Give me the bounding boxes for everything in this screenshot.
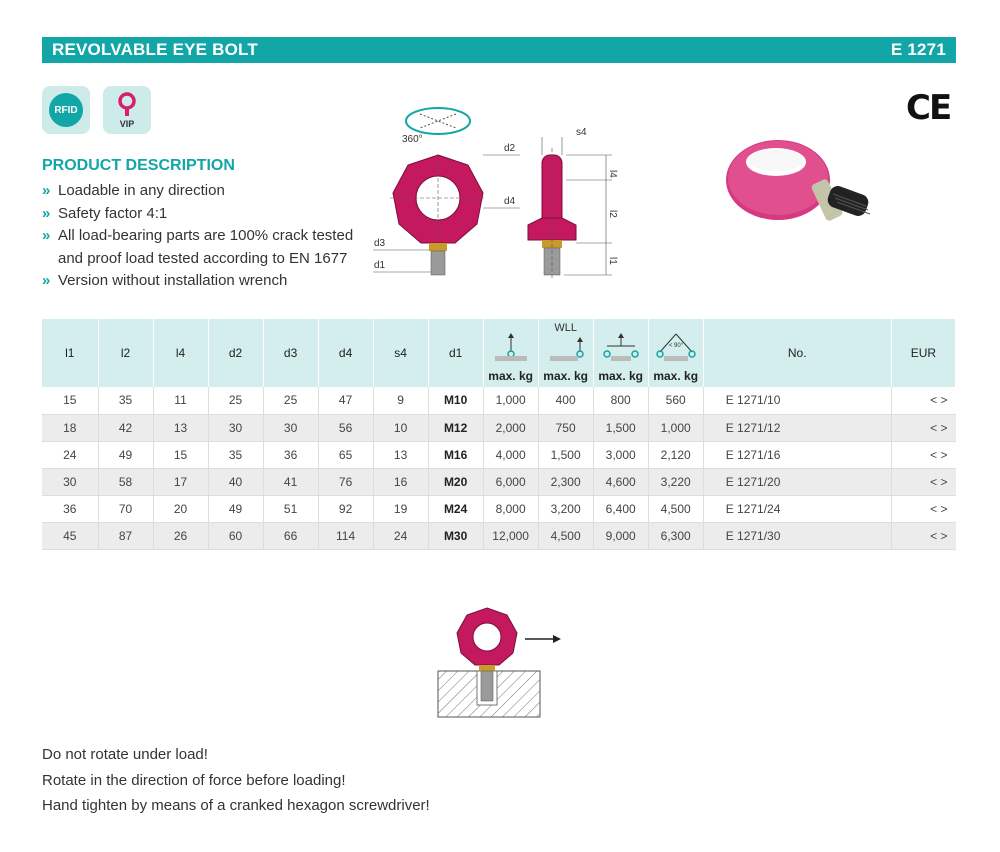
col-header: l1	[42, 319, 98, 387]
table-cell: 1,500	[538, 441, 593, 468]
product-number: E 1271/24	[703, 495, 891, 522]
description-text: Loadable in any direction	[58, 182, 225, 199]
table-cell: 1,000	[483, 387, 538, 414]
table-cell: 36	[263, 441, 318, 468]
description-list	[42, 180, 362, 293]
table-cell: 8,000	[483, 495, 538, 522]
table-cell: 65	[318, 441, 373, 468]
product-number: E 1271/12	[703, 414, 891, 441]
product-number: E 1271/30	[703, 522, 891, 549]
table-cell: 25	[263, 387, 318, 414]
table-cell: 4,500	[538, 522, 593, 549]
wll-unit-label: max. kg	[488, 369, 533, 383]
wll-angle-header	[648, 319, 703, 387]
product-photo	[718, 122, 888, 252]
table-cell: 45	[42, 522, 98, 549]
rfid-icon: RFID	[49, 93, 83, 127]
table-cell: 560	[648, 387, 703, 414]
price-cell: < >	[891, 441, 955, 468]
description-title: PRODUCT DESCRIPTION	[42, 157, 235, 174]
installation-figure	[435, 603, 565, 723]
product-code: E 1271	[890, 40, 946, 59]
bullet-icon: »	[42, 272, 51, 289]
description-text: Version without installation wrench	[58, 272, 288, 289]
col-header: l4	[153, 319, 208, 387]
table-cell: 41	[263, 468, 318, 495]
angle-lift-icon	[654, 332, 698, 362]
table-cell: 24	[42, 441, 98, 468]
technical-drawing	[370, 100, 630, 285]
d1-label: d1	[374, 260, 386, 271]
description-item	[42, 180, 362, 203]
table-cell: 3,220	[648, 468, 703, 495]
table-row	[42, 522, 956, 549]
rotation-indicator	[406, 108, 470, 134]
table-cell: M12	[428, 414, 483, 441]
wll-label: WLL	[554, 322, 577, 334]
ce-mark: CE	[906, 88, 951, 128]
col-header-eur: EUR	[891, 319, 955, 387]
note: Hand tighten by means of a cranked hexagon screwdriver!	[42, 797, 430, 814]
table-cell: 66	[263, 522, 318, 549]
table-cell: 60	[208, 522, 263, 549]
safety-notes	[42, 742, 430, 819]
table-cell: 40	[208, 468, 263, 495]
table-cell: M16	[428, 441, 483, 468]
table-cell: 15	[42, 387, 98, 414]
table-cell: 36	[42, 495, 98, 522]
price-cell: < >	[891, 468, 955, 495]
table-cell: 6,300	[648, 522, 703, 549]
table-cell: 2,300	[538, 468, 593, 495]
table-cell: 1,500	[593, 414, 648, 441]
table-cell: 400	[538, 387, 593, 414]
table-cell: 30	[208, 414, 263, 441]
table-cell: 35	[98, 387, 153, 414]
product-title: REVOLVABLE EYE BOLT	[52, 40, 258, 59]
price-cell: < >	[891, 495, 955, 522]
description-text: All load-bearing parts are 100% crack tested and proof load tested according to EN 1677	[58, 227, 354, 267]
bullet-icon: »	[42, 204, 51, 222]
table-cell: 51	[263, 495, 318, 522]
table-row	[42, 414, 956, 441]
rfid-badge	[42, 86, 90, 134]
table-cell: 6,400	[593, 495, 648, 522]
table-cell: 13	[373, 441, 428, 468]
table-cell: 30	[42, 468, 98, 495]
table-cell: M10	[428, 387, 483, 414]
table-header-row	[42, 319, 956, 387]
bullet-icon: »	[42, 182, 51, 199]
d3-label: d3	[374, 238, 386, 249]
note: Do not rotate under load!	[42, 746, 208, 763]
description-item	[42, 225, 362, 270]
table-cell: 49	[98, 441, 153, 468]
table-cell: 3,000	[593, 441, 648, 468]
wll-side-header	[538, 319, 593, 387]
wll-unit-label: max. kg	[653, 369, 699, 383]
col-header: d2	[208, 319, 263, 387]
table-cell: 20	[153, 495, 208, 522]
table-row	[42, 495, 956, 522]
table-cell: 2,000	[483, 414, 538, 441]
l1-label: l1	[607, 257, 618, 265]
eye-bolt-icon	[117, 92, 137, 118]
two-leg-lift-icon	[601, 332, 641, 362]
l4-label: l4	[607, 170, 618, 178]
spec-table	[42, 319, 956, 550]
d2-label: d2	[504, 143, 516, 154]
table-cell: 25	[208, 387, 263, 414]
table-cell: 6,000	[483, 468, 538, 495]
table-cell: 4,000	[483, 441, 538, 468]
price-cell: < >	[891, 414, 955, 441]
table-row	[42, 387, 956, 414]
straight-lift-icon	[491, 332, 531, 362]
table-cell: 76	[318, 468, 373, 495]
table-cell: 4,500	[648, 495, 703, 522]
description-text: Safety factor 4:1	[58, 204, 168, 222]
table-cell: 1,000	[648, 414, 703, 441]
vip-label: VIP	[119, 118, 135, 129]
table-cell: 750	[538, 414, 593, 441]
table-cell: M20	[428, 468, 483, 495]
table-cell: 9	[373, 387, 428, 414]
angle-label: 360°	[402, 134, 423, 145]
col-header: l2	[98, 319, 153, 387]
table-cell: 15	[153, 441, 208, 468]
table-row	[42, 468, 956, 495]
table-cell: 47	[318, 387, 373, 414]
angle90-label: < 90°	[668, 343, 683, 349]
table-cell: 49	[208, 495, 263, 522]
title-bar	[42, 37, 956, 63]
table-cell: 42	[98, 414, 153, 441]
col-header: d3	[263, 319, 318, 387]
table-cell: 10	[373, 414, 428, 441]
description-item	[42, 270, 362, 293]
table-cell: 56	[318, 414, 373, 441]
table-cell: 18	[42, 414, 98, 441]
description-item	[42, 203, 362, 226]
table-cell: 26	[153, 522, 208, 549]
table-cell: 35	[208, 441, 263, 468]
table-cell: 13	[153, 414, 208, 441]
table-cell: M30	[428, 522, 483, 549]
table-cell: M24	[428, 495, 483, 522]
product-number: E 1271/10	[703, 387, 891, 414]
wll-unit-label: max. kg	[543, 369, 588, 383]
table-cell: 24	[373, 522, 428, 549]
table-cell: 3,200	[538, 495, 593, 522]
table-cell: 30	[263, 414, 318, 441]
table-cell: 9,000	[593, 522, 648, 549]
price-cell: < >	[891, 387, 955, 414]
product-number: E 1271/16	[703, 441, 891, 468]
l2-label: l2	[607, 210, 618, 218]
col-header: d4	[318, 319, 373, 387]
note: Rotate in the direction of force before loading!	[42, 771, 346, 789]
side-lift-icon	[546, 332, 586, 362]
wll-unit-label: max. kg	[598, 369, 644, 383]
table-row	[42, 441, 956, 468]
product-number: E 1271/20	[703, 468, 891, 495]
table-cell: 11	[153, 387, 208, 414]
table-cell: 2,120	[648, 441, 703, 468]
bullet-icon: »	[42, 227, 51, 244]
col-header-no: No.	[703, 319, 891, 387]
table-cell: 87	[98, 522, 153, 549]
table-cell: 4,600	[593, 468, 648, 495]
table-cell: 58	[98, 468, 153, 495]
table-cell: 70	[98, 495, 153, 522]
table-cell: 19	[373, 495, 428, 522]
wll-straight-header	[483, 319, 538, 387]
s4-label: s4	[576, 127, 587, 138]
table-cell: 92	[318, 495, 373, 522]
price-cell: < >	[891, 522, 955, 549]
d4-label: d4	[504, 196, 516, 207]
table-cell: 800	[593, 387, 648, 414]
wll-two-leg-header	[593, 319, 648, 387]
table-cell: 114	[318, 522, 373, 549]
vip-badge	[103, 86, 151, 134]
table-cell: 12,000	[483, 522, 538, 549]
table-cell: 16	[373, 468, 428, 495]
col-header: d1	[428, 319, 483, 387]
col-header: s4	[373, 319, 428, 387]
table-cell: 17	[153, 468, 208, 495]
